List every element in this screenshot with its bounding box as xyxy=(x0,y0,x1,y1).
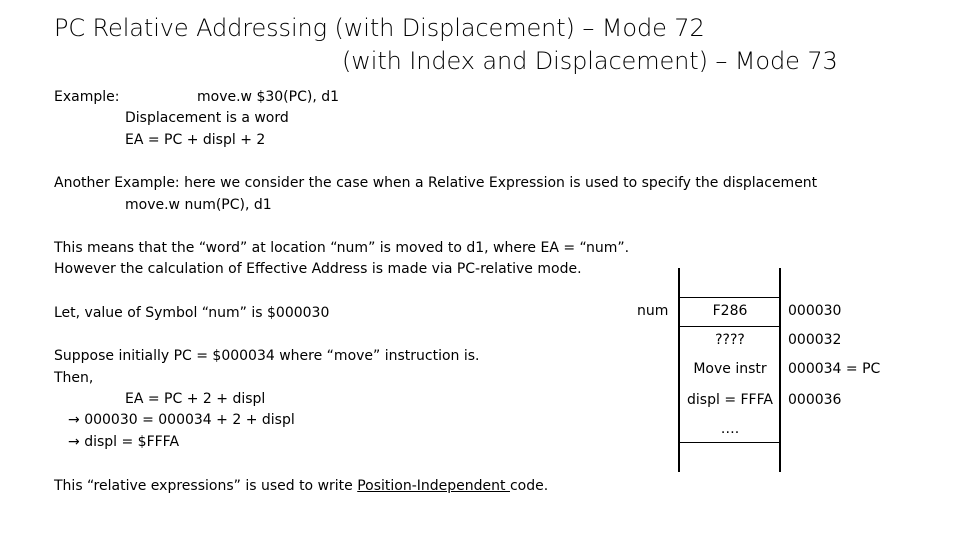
example-instruction: move.w $30(PC), d1 xyxy=(197,89,340,105)
slide-title-line2: (with Index and Displacement) – Mode 73 xyxy=(342,47,838,75)
calc-initial-pc: Suppose initially PC = $000034 where “move” instruction is. xyxy=(54,348,480,364)
right-arrow-icon: → xyxy=(68,434,80,450)
calc-result-row xyxy=(68,434,179,450)
explanation-line1: This means that the “word” at location “num” is moved to d1, where EA = “num”. xyxy=(54,240,630,256)
example-label: Example: xyxy=(54,89,120,105)
another-example-instruction: move.w num(PC), d1 xyxy=(125,197,272,213)
footer-note xyxy=(54,478,548,494)
memory-cell: ???? xyxy=(715,332,745,348)
example-note-ea: EA = PC + displ + 2 xyxy=(125,132,266,148)
calc-result: displ = $FFFA xyxy=(84,434,180,450)
memory-address: 000032 xyxy=(788,332,842,348)
footer-suffix: code. xyxy=(509,478,549,494)
position-independent-text: Position-Independent xyxy=(357,478,510,494)
memory-cell: F286 xyxy=(712,303,748,319)
memory-cell: Move instr xyxy=(693,361,767,377)
another-example-heading: Another Example: here we consider the case when a Relative Expression is used to specify the displacement xyxy=(54,175,818,191)
example-note-displacement: Displacement is a word xyxy=(125,110,289,126)
memory-address: 000034 = PC xyxy=(788,361,881,377)
memory-cell: displ = FFFA xyxy=(687,392,773,408)
footer-prefix: This “relative expressions” is used to write xyxy=(54,478,358,494)
memory-address: 000036 xyxy=(788,392,842,408)
calc-substitution: 000030 = 000034 + 2 + displ xyxy=(84,412,295,428)
memory-divider xyxy=(678,297,781,298)
calc-ea-formula: EA = PC + 2 + displ xyxy=(125,391,266,407)
memory-num-label: num xyxy=(637,303,669,319)
right-arrow-icon: → xyxy=(68,412,80,428)
memory-divider xyxy=(678,442,781,443)
calc-then: Then, xyxy=(54,370,94,386)
memory-address: 000030 xyxy=(788,303,842,319)
calc-substitution-row xyxy=(68,412,295,428)
explanation-line2: However the calculation of Effective Address is made via PC-relative mode. xyxy=(54,261,582,277)
slide-title-line1: PC Relative Addressing (with Displacement) – Mode 72 xyxy=(54,14,705,42)
memory-divider xyxy=(678,326,781,327)
symbol-value-text: Let, value of Symbol “num” is $000030 xyxy=(54,305,330,321)
memory-cell: …. xyxy=(720,421,740,437)
